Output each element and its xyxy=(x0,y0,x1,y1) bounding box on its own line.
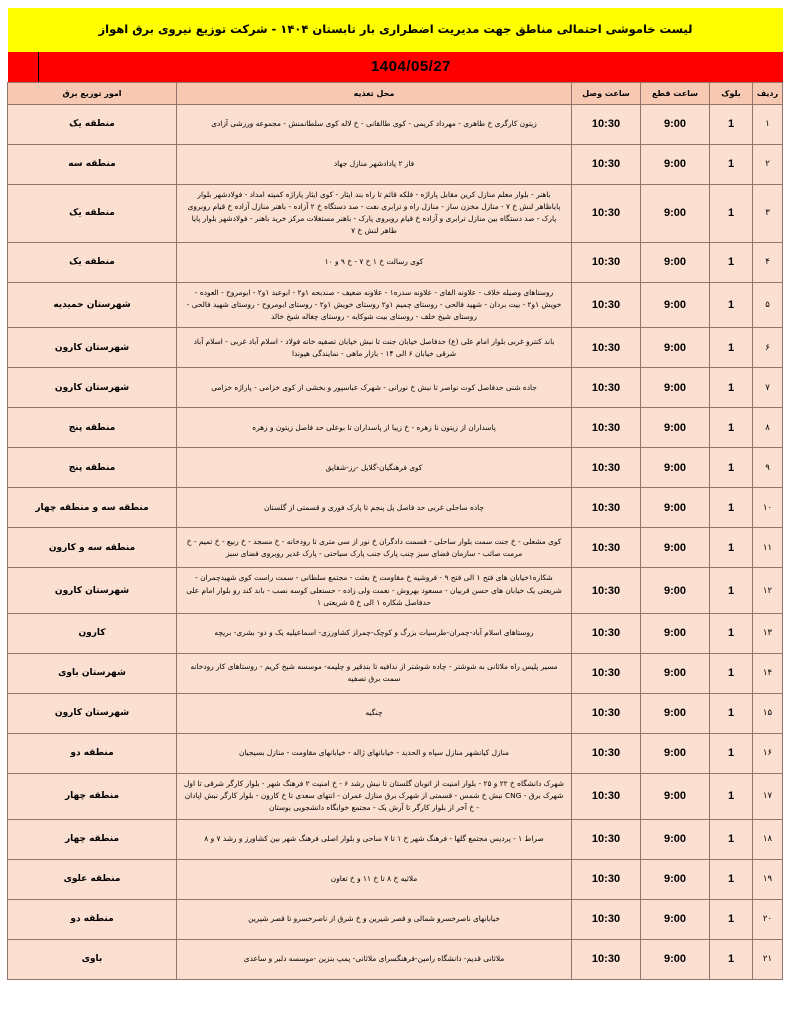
cell-radif: ۱۰ xyxy=(753,488,783,528)
cell-vasl: 10:30 xyxy=(572,328,641,368)
cell-ghat: 9:00 xyxy=(641,899,710,939)
cell-omur: شهرستان کارون xyxy=(8,368,177,408)
cell-ghat: 9:00 xyxy=(641,104,710,144)
cell-omur: منطقه علوی xyxy=(8,859,177,899)
cell-blok: 1 xyxy=(710,408,753,448)
cell-vasl: 10:30 xyxy=(572,282,641,328)
cell-blok: 1 xyxy=(710,368,753,408)
cell-blok: 1 xyxy=(710,184,753,242)
column-header-blok: بلوک xyxy=(710,82,753,104)
cell-blok: 1 xyxy=(710,859,753,899)
cell-omur: منطقه سه xyxy=(8,144,177,184)
cell-blok: 1 xyxy=(710,328,753,368)
cell-mahal: کوی فرهنگیان-گلایل -رز-شقایق xyxy=(177,448,572,488)
cell-ghat: 9:00 xyxy=(641,184,710,242)
outage-table xyxy=(7,82,783,980)
cell-blok: 1 xyxy=(710,773,753,819)
cell-blok: 1 xyxy=(710,242,753,282)
cell-blok: 1 xyxy=(710,899,753,939)
cell-mahal: روستاهای اسلام آباد-چمران-طرسیات بزرگ و کوچک-چمراز کشاورزی- اسماعیلیه یک و دو- بشری- بریچه xyxy=(177,613,572,653)
cell-mahal: باهنر - بلوار معلم منازل کرین مقابل پاراژه - فلکه قائم تا راه بند ایثار - کوی ایثار پاراژه کمیته امداد - فولادشهر بلوار پایاظاهر لنش خ ۷ - منازل مخزن ساز - منازل راه و ترابری نفت - صد دستگاه خ ۲ آزاده - باهنر منازل آزاده خ قیام روبروی پارک - صد دستگاه بین منازل ترابری و آزاده خ قیام روبروی پارک - باهنر مستغلات مرکز خرید باهنر - فولادشهر بلوار پایا طاهر لنش خ ۷ xyxy=(177,184,572,242)
cell-vasl: 10:30 xyxy=(572,368,641,408)
cell-omur: منطقه پنج xyxy=(8,448,177,488)
cell-ghat: 9:00 xyxy=(641,568,710,614)
schedule-date: 1404/05/27 xyxy=(38,52,783,82)
cell-omur: منطقه چهار xyxy=(8,773,177,819)
cell-mahal: پاسداران از زیتون تا زهره - خ زیبا از پاسداران تا بوعلی حد فاصل زیتون و زهره xyxy=(177,408,572,448)
cell-mahal: زیتون کارگری خ طاهری - مهرداد کریمی - کوی طالقانی - خ لاله کوی سلطانمنش - مجموعه ورزشی آزادی xyxy=(177,104,572,144)
cell-mahal: مسیر پلیس راه ملاثانی به شوشتر - چاده شوشتر از ندافیه تا بندقیر و چلیمه- موسسه شیخ کریم - روستاهای کار رودخانه سمت برق تصفیه xyxy=(177,653,572,693)
cell-ghat: 9:00 xyxy=(641,653,710,693)
cell-radif: ۶ xyxy=(753,328,783,368)
cell-omur: منطقه سه و کارون xyxy=(8,528,177,568)
cell-blok: 1 xyxy=(710,528,753,568)
cell-omur: منطقه سه و منطقه چهار xyxy=(8,488,177,528)
cell-blok: 1 xyxy=(710,282,753,328)
cell-omur: منطقه یک xyxy=(8,242,177,282)
cell-vasl: 10:30 xyxy=(572,819,641,859)
cell-vasl: 10:30 xyxy=(572,144,641,184)
cell-vasl: 10:30 xyxy=(572,733,641,773)
cell-radif: ۳ xyxy=(753,184,783,242)
cell-ghat: 9:00 xyxy=(641,819,710,859)
cell-radif: ۹ xyxy=(753,448,783,488)
cell-radif: ۱۴ xyxy=(753,653,783,693)
cell-omur: منطقه پنج xyxy=(8,408,177,448)
cell-radif: ۲۱ xyxy=(753,939,783,979)
cell-mahal: جاده شنی حدفاصل کوت نواصر تا نبش خ نورانی - شهرک عباسپور و بخشی از کوی خزامی - پاراژه خزامی xyxy=(177,368,572,408)
cell-radif: ۱۱ xyxy=(753,528,783,568)
table-row xyxy=(8,859,783,899)
cell-ghat: 9:00 xyxy=(641,448,710,488)
table-row xyxy=(8,613,783,653)
cell-omur: منطقه یک xyxy=(8,104,177,144)
cell-omur: شهرستان کارون xyxy=(8,693,177,733)
cell-omur: منطقه دو xyxy=(8,899,177,939)
cell-radif: ۸ xyxy=(753,408,783,448)
cell-omur: شهرستان کارون xyxy=(8,568,177,614)
table-row xyxy=(8,328,783,368)
table-row xyxy=(8,144,783,184)
cell-omur: کارون xyxy=(8,613,177,653)
cell-mahal: ملاثانی قدیم- دانشگاه رامین-فرهنگسرای ملاثانی- پمپ بنزین -موسسه دلبر و ساعدی xyxy=(177,939,572,979)
table-row xyxy=(8,184,783,242)
cell-blok: 1 xyxy=(710,653,753,693)
table-row xyxy=(8,488,783,528)
cell-vasl: 10:30 xyxy=(572,693,641,733)
cell-blok: 1 xyxy=(710,613,753,653)
table-row xyxy=(8,242,783,282)
cell-vasl: 10:30 xyxy=(572,488,641,528)
cell-radif: ۲۰ xyxy=(753,899,783,939)
cell-ghat: 9:00 xyxy=(641,368,710,408)
cell-vasl: 10:30 xyxy=(572,242,641,282)
table-row xyxy=(8,773,783,819)
cell-blok: 1 xyxy=(710,488,753,528)
column-header-omur: امور توزیع برق xyxy=(8,82,177,104)
cell-omur: شهرستان باوی xyxy=(8,653,177,693)
cell-blok: 1 xyxy=(710,104,753,144)
cell-radif: ۱۲ xyxy=(753,568,783,614)
table-body xyxy=(8,104,783,979)
cell-radif: ۷ xyxy=(753,368,783,408)
column-header-mahal: محل تغذیه xyxy=(177,82,572,104)
cell-omur: منطقه دو xyxy=(8,733,177,773)
cell-mahal: شهرک دانشگاه خ ۲۲ و ۲۵ - بلوار امنیت از اتوبان گلستان تا نبش رشد ۶ - خ امنیت ۲ فرهنگ شهر - بلوار کارگر شرقی تا اول شهرک برق - CNG نبش خ شمس - قسمتی از شهرک برق منازل عمران - انتهای سعدی تا خ کارون - بلوار کارگر نبش اپادان - خ آخر از بلوار کارگر تا آرش یک - مجتمع خوابگاه دانشجویی بوستان xyxy=(177,773,572,819)
table-row xyxy=(8,282,783,328)
cell-ghat: 9:00 xyxy=(641,144,710,184)
cell-mahal: چاده ساحلی غربی حد فاصل پل پنجم تا پارک فوری و قسمتی از گلستان xyxy=(177,488,572,528)
table-row xyxy=(8,693,783,733)
cell-omur: منطقه چهار xyxy=(8,819,177,859)
cell-ghat: 9:00 xyxy=(641,939,710,979)
cell-ghat: 9:00 xyxy=(641,613,710,653)
cell-ghat: 9:00 xyxy=(641,242,710,282)
cell-mahal: چنگیه xyxy=(177,693,572,733)
cell-vasl: 10:30 xyxy=(572,859,641,899)
cell-ghat: 9:00 xyxy=(641,528,710,568)
column-header-vasl: ساعت وصل xyxy=(572,82,641,104)
cell-radif: ۴ xyxy=(753,242,783,282)
cell-radif: ۱۳ xyxy=(753,613,783,653)
table-row xyxy=(8,568,783,614)
cell-vasl: 10:30 xyxy=(572,568,641,614)
table-row xyxy=(8,104,783,144)
page-title: لیست خاموشی احتمالی مناطق جهت مدیریت اضطراری بار تابستان ۱۴۰۴ - شرکت توزیع نیروی برق اهواز xyxy=(8,8,783,52)
cell-ghat: 9:00 xyxy=(641,282,710,328)
cell-vasl: 10:30 xyxy=(572,184,641,242)
table-row xyxy=(8,448,783,488)
date-banner-row xyxy=(8,52,783,82)
cell-mahal: ملاثیه خ ۸ تا خ ۱۱ و خ تعاون xyxy=(177,859,572,899)
cell-blok: 1 xyxy=(710,568,753,614)
cell-radif: ۱۵ xyxy=(753,693,783,733)
cell-ghat: 9:00 xyxy=(641,328,710,368)
cell-vasl: 10:30 xyxy=(572,773,641,819)
cell-vasl: 10:30 xyxy=(572,939,641,979)
cell-mahal: صراط ۱ - پردیس مجتمع گلها - فرهنگ شهر خ ۱ تا ۷ ساحی و بلوار اصلی فرهنگ شهر بین کشاورز و رشد ۷ و ۸ xyxy=(177,819,572,859)
cell-radif: ۱۷ xyxy=(753,773,783,819)
cell-blok: 1 xyxy=(710,819,753,859)
cell-blok: 1 xyxy=(710,693,753,733)
cell-mahal: روستاهای وصیله خلاف - علاونه الفای - علاونه سدره۱ - علاونه ضعیف - صندبحه ۱و۲ - ابوعبد ۱و۲ - ابومروح - العوده - خویش ۱و۲ - بیت بردان - شهید فالحی - روستای چمیم ۱و۲ روستای خویش ۱و۲ - روستای ابومروح - روستای شهید فالحی - روستای شیخ خلف - روستای بیت شوکایه - روستای چغاله شیخ خالد xyxy=(177,282,572,328)
cell-ghat: 9:00 xyxy=(641,733,710,773)
cell-omur: باوی xyxy=(8,939,177,979)
column-header-radif: ردیف xyxy=(753,82,783,104)
cell-mahal: کوی رسالت خ ۱ خ ۷ - خ ۹ و ۱۰ xyxy=(177,242,572,282)
cell-vasl: 10:30 xyxy=(572,104,641,144)
cell-blok: 1 xyxy=(710,144,753,184)
table-row xyxy=(8,939,783,979)
cell-vasl: 10:30 xyxy=(572,653,641,693)
cell-blok: 1 xyxy=(710,733,753,773)
cell-ghat: 9:00 xyxy=(641,859,710,899)
table-row xyxy=(8,368,783,408)
table-row xyxy=(8,653,783,693)
column-header-ghat: ساعت قطع xyxy=(641,82,710,104)
cell-vasl: 10:30 xyxy=(572,899,641,939)
cell-vasl: 10:30 xyxy=(572,448,641,488)
cell-mahal: منازل کیانشهر منازل سپاه و الحدید - خیابانهای ژاله - خیابانهای مقاومت - منازل بسیجیان xyxy=(177,733,572,773)
cell-radif: ۲ xyxy=(753,144,783,184)
cell-radif: ۱۸ xyxy=(753,819,783,859)
table-header xyxy=(8,82,783,104)
cell-omur: شهرستان حمیدیه xyxy=(8,282,177,328)
cell-ghat: 9:00 xyxy=(641,488,710,528)
cell-blok: 1 xyxy=(710,939,753,979)
cell-ghat: 9:00 xyxy=(641,693,710,733)
table-header-row xyxy=(8,82,783,104)
cell-blok: 1 xyxy=(710,448,753,488)
cell-mahal: کوی مشعلی - خ جنت سمت بلوار ساحلی - قسمت دادگران خ نور از سی متری تا رودخانه - خ مسجد - خ ربیع - خ تمیم - خ مرمت صائب - سازمان فضای سبز چنب پارک جنب پارک سیاحتی - پارک غدیر روبروی فضای سبز xyxy=(177,528,572,568)
table-row xyxy=(8,819,783,859)
cell-radif: ۵ xyxy=(753,282,783,328)
date-banner-spacer xyxy=(8,52,38,82)
cell-radif: ۱ xyxy=(753,104,783,144)
cell-mahal: شکاره۱خیابان های فتح ۱ الی فتح ۹ - فروشیه خ مقاومت خ بعثت - مجتمع سلطانی - سمت راست کوی شهیدچمران - شریعتی یک خیابان های حسن قربیان - مسعود بهروش - نعمت ولی زاده - حسنعلی کوسه نصب - باند کند رو بلوار امام علی حدفاصل شکاره ۱ الی خ ۵ شریعتی ۱ xyxy=(177,568,572,614)
cell-vasl: 10:30 xyxy=(572,528,641,568)
cell-radif: ۱۶ xyxy=(753,733,783,773)
table-row xyxy=(8,733,783,773)
table-row xyxy=(8,528,783,568)
table-row xyxy=(8,408,783,448)
cell-mahal: فاز ۲ پادادشهر منازل جهاد xyxy=(177,144,572,184)
table-row xyxy=(8,899,783,939)
cell-vasl: 10:30 xyxy=(572,613,641,653)
cell-mahal: خیابانهای ناصرخسرو شمالی و قصر شیرین و خ شرق از ناصرخسرو تا قصر شیرین xyxy=(177,899,572,939)
cell-mahal: باند کنترو غربی بلوار امام علی (ع) حدفاصل خیابان جنت تا نبش خیابان تصفیه خانه فولاد - اسلام آباد غربی - اسلام آباد شرقی خیابان ۶ الی ۱۴ - بازار ماهی - نمایندگی هیوندا xyxy=(177,328,572,368)
cell-ghat: 9:00 xyxy=(641,773,710,819)
cell-radif: ۱۹ xyxy=(753,859,783,899)
cell-omur: منطقه یک xyxy=(8,184,177,242)
cell-ghat: 9:00 xyxy=(641,408,710,448)
cell-vasl: 10:30 xyxy=(572,408,641,448)
cell-omur: شهرستان کارون xyxy=(8,328,177,368)
